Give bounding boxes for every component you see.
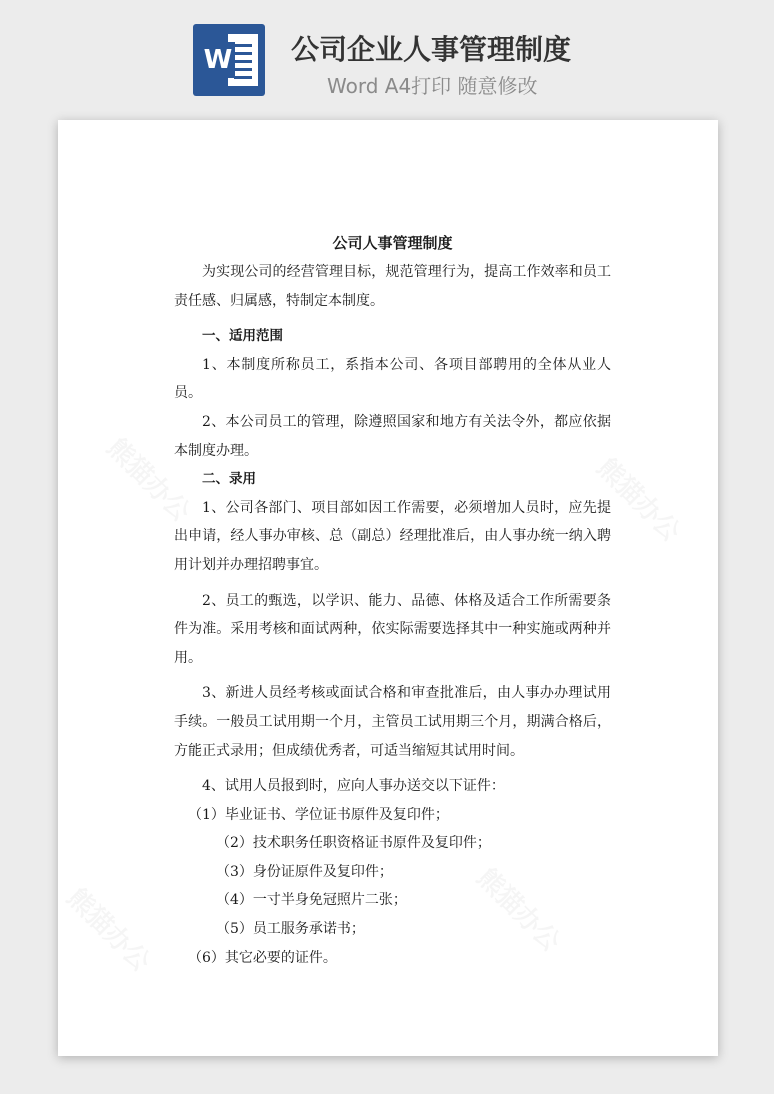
list-item: （1）毕业证书、学位证书原件及复印件； [188, 806, 449, 823]
paragraph: 4、试用人员报到时，应向人事办送交以下证件： [202, 778, 505, 795]
paragraph: 2、本公司员工的管理，除遵照国家和地方有关法令外，都应依据本制度办理。 [174, 413, 611, 459]
list-item: （6）其它必要的证件。 [188, 949, 337, 966]
section-heading: 一、适用范围 [202, 328, 283, 345]
list-item: （5）员工服务承诺书； [216, 921, 365, 938]
watermark [60, 879, 160, 979]
list-item: （2）技术职务任职资格证书原件及复印件； [216, 835, 491, 852]
header [0, 0, 774, 110]
word-icon [193, 24, 265, 96]
paragraph: 1、公司各部门、项目部如因工作需要，必须增加人员时，应先提出申请，经人事办审核、总（副总）经理批准后，由人事办统一纳入聘用计划并办理招聘事宜。 [174, 499, 611, 573]
document-body [174, 230, 611, 972]
document-page [58, 120, 718, 1056]
list-item: （3）身份证原件及复印件； [216, 863, 393, 880]
word-logo-letter: W [201, 42, 235, 78]
paragraph: 2、员工的甄选，以学识、能力、品德、体格及适合工作所需要条件为准。采用考核和面试两种，依实际需要选择其中一种实施或两种并用。 [174, 592, 611, 666]
header-title: 公司企业人事管理制度 [291, 33, 572, 66]
document-title: 公司人事管理制度 [332, 234, 453, 252]
paragraph: 3、新进人员经考核或面试合格和审查批准后，由人事办办理试用手续。一般员工试用期一个月，主管员工试用期三个月，期满合格后，方能正式录用；但成绩优秀者，可适当缩短其试用时间。 [174, 685, 611, 759]
section-heading: 二、录用 [202, 471, 256, 488]
paragraph: 1、本制度所称员工，系指本公司、各项目部聘用的全体从业人员。 [174, 356, 611, 402]
list-item: （4）一寸半身免冠照片二张； [216, 892, 407, 909]
header-subtitle: Word A4打印 随意修改 [327, 74, 538, 98]
intro-paragraph: 为实现公司的经营管理目标，规范管理行为，提高工作效率和员工责任感、归属感，特制定本制度。 [174, 264, 611, 309]
